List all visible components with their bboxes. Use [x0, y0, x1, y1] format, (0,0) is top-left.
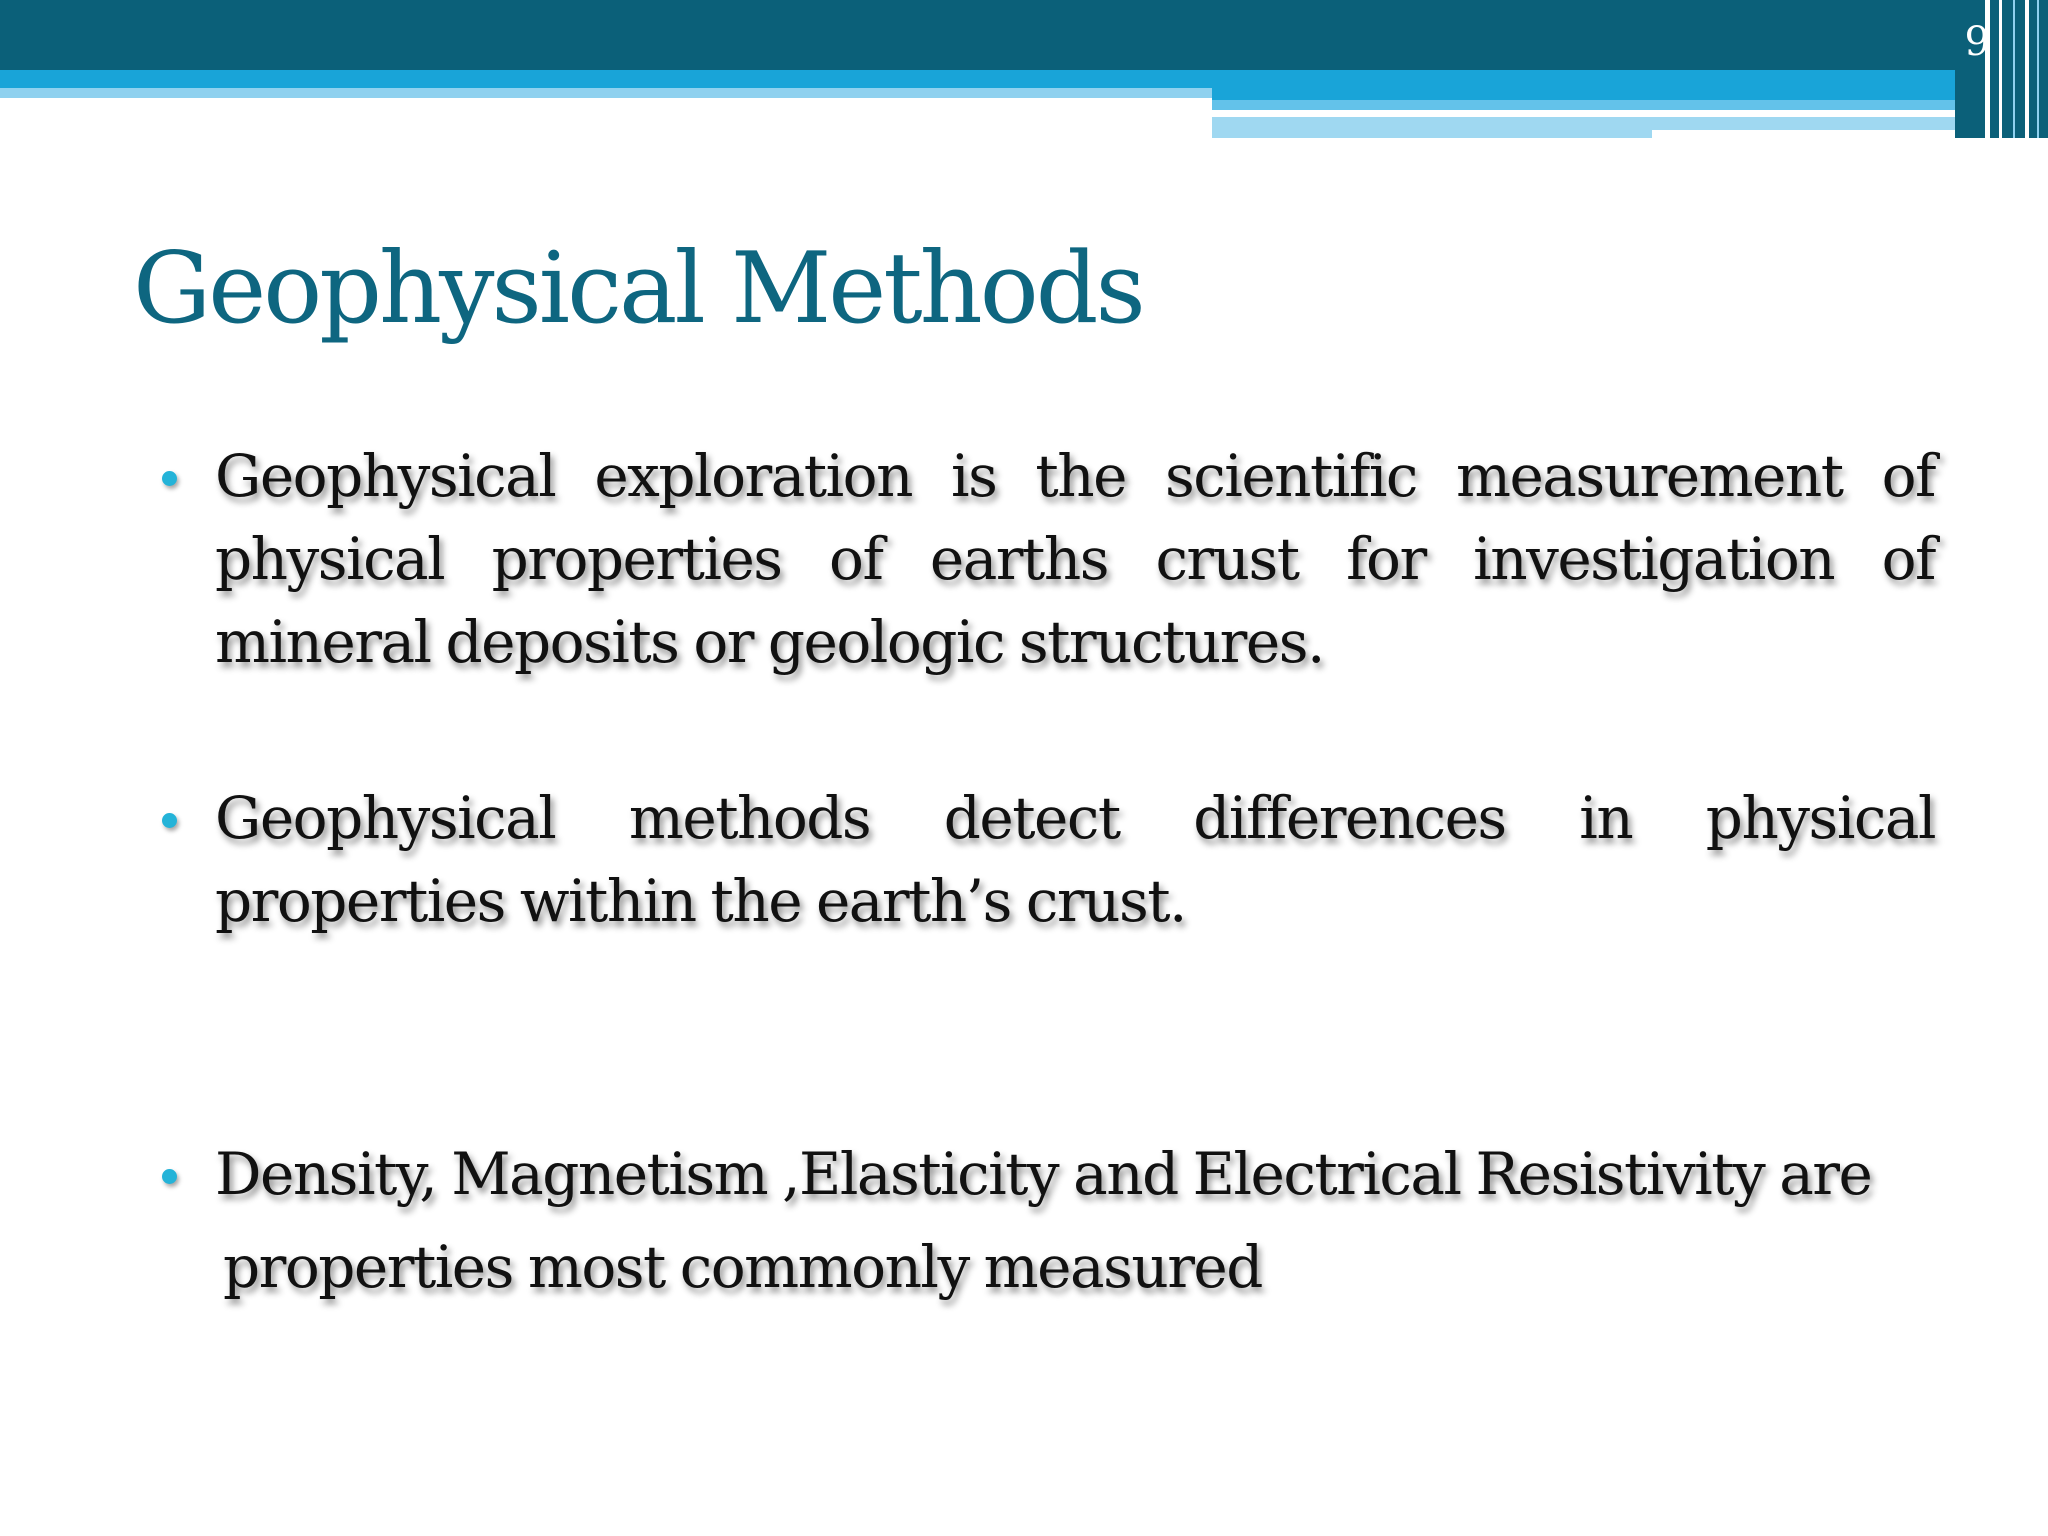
vertical-stripe	[2037, 0, 2039, 138]
bullet-dot-icon	[162, 1169, 177, 1184]
bullet-item	[150, 777, 1935, 943]
bullet-item	[150, 1133, 1935, 1309]
bullet-text-line: Density, Magnetism ,Elasticity and Electrical Resistivity are	[215, 1140, 1872, 1208]
header-light-strip	[0, 88, 1212, 98]
slide-title: Geophysical Methods	[133, 232, 1143, 346]
header-right-mid-strip	[1212, 100, 1955, 110]
bullet-dot-icon	[162, 471, 177, 486]
bullet-list	[150, 435, 1935, 1309]
header-accent-strip	[0, 70, 1212, 88]
bullet-dot-icon	[162, 813, 177, 828]
header-right-cutout	[1652, 130, 1955, 138]
header-right-divider	[1212, 110, 1896, 117]
bullet-item	[150, 435, 1935, 684]
bullet-text: Geophysical exploration is the scientific measurement of physical properties of earths crust for investigation of mineral deposits or geologic structures.	[215, 442, 1935, 676]
vertical-stripe	[2025, 0, 2029, 138]
bullet-text: Geophysical methods detect differences in physical properties within the earth’s crust.	[215, 784, 1935, 935]
vertical-stripe	[2013, 0, 2015, 138]
vertical-stripe	[1999, 0, 2002, 138]
slide-number: 9	[1964, 19, 1990, 65]
bullet-text-line: properties most commonly measured	[223, 1233, 1262, 1301]
header-band	[0, 0, 1955, 70]
header-right-accent	[1212, 70, 1955, 100]
